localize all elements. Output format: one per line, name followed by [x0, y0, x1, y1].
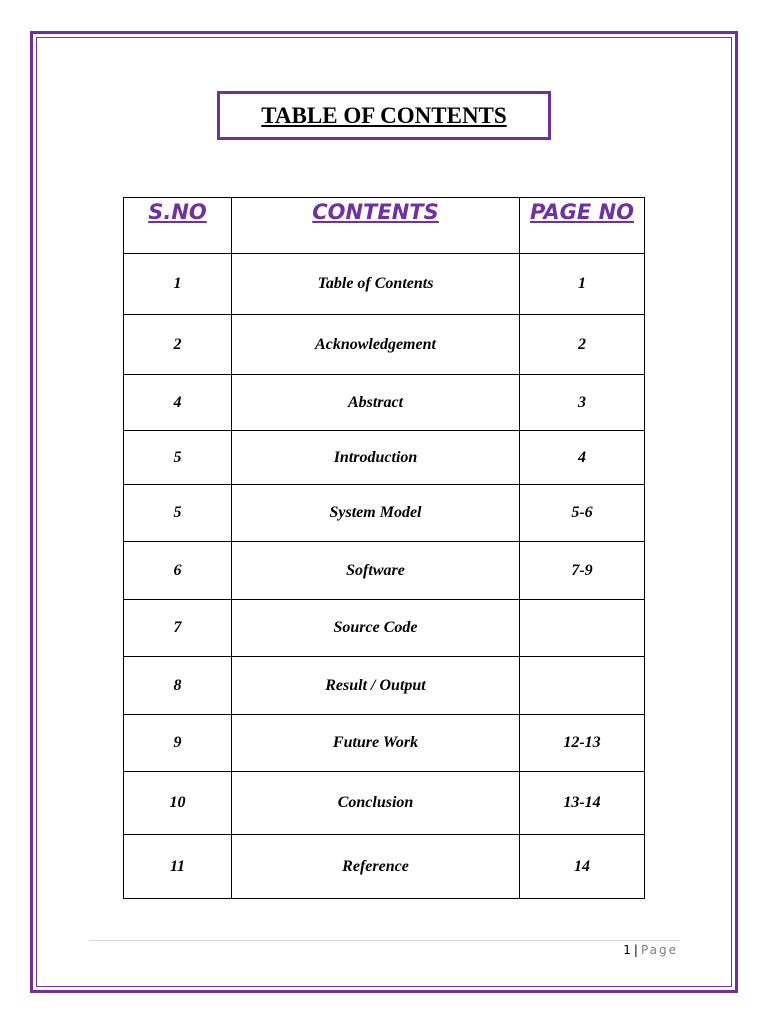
row-content: System Model: [232, 485, 520, 542]
row-page: 4: [520, 431, 645, 485]
table-row: [124, 485, 645, 542]
row-content: Source Code: [232, 600, 520, 657]
row-page: 14: [520, 835, 645, 899]
table-row: [124, 254, 645, 315]
row-sno: 4: [124, 375, 232, 431]
title-box: [217, 91, 551, 140]
row-page: 3: [520, 375, 645, 431]
row-page: 1: [520, 254, 645, 315]
row-sno: 5: [124, 485, 232, 542]
table-row: [124, 542, 645, 600]
row-sno: 6: [124, 542, 232, 600]
row-page: 12-13: [520, 715, 645, 772]
row-sno: 9: [124, 715, 232, 772]
table-row: [124, 715, 645, 772]
row-content: Abstract: [232, 375, 520, 431]
row-content: Future Work: [232, 715, 520, 772]
table-row: [124, 315, 645, 375]
row-page: 13-14: [520, 772, 645, 835]
row-sno: 8: [124, 657, 232, 715]
header-page-no: PAGE NO: [520, 198, 645, 254]
row-page: 5-6: [520, 485, 645, 542]
footer-page-label: Page: [640, 943, 678, 957]
row-content: Conclusion: [232, 772, 520, 835]
row-sno: 1: [124, 254, 232, 315]
table-row: [124, 772, 645, 835]
row-content: Reference: [232, 835, 520, 899]
table-row: [124, 657, 645, 715]
row-content: Table of Contents: [232, 254, 520, 315]
row-sno: 5: [124, 431, 232, 485]
row-content: Software: [232, 542, 520, 600]
row-sno: 2: [124, 315, 232, 375]
row-page: [520, 657, 645, 715]
header-sno: S.NO: [124, 198, 232, 254]
footer-page-number: 1: [623, 943, 631, 957]
table-row: [124, 375, 645, 431]
row-content: Introduction: [232, 431, 520, 485]
row-content: Acknowledgement: [232, 315, 520, 375]
footer-separator: |: [633, 943, 638, 957]
row-page: 2: [520, 315, 645, 375]
row-page: [520, 600, 645, 657]
table-row: [124, 431, 645, 485]
row-page: 7-9: [520, 542, 645, 600]
page-footer: [623, 943, 678, 957]
contents-table: [123, 197, 645, 899]
page-title: TABLE OF CONTENTS: [261, 102, 507, 128]
table-row: [124, 600, 645, 657]
row-sno: 11: [124, 835, 232, 899]
table-row: [124, 835, 645, 899]
row-sno: 7: [124, 600, 232, 657]
footer-divider: [90, 940, 680, 941]
header-contents: CONTENTS: [232, 198, 520, 254]
row-sno: 10: [124, 772, 232, 835]
row-content: Result / Output: [232, 657, 520, 715]
table-header-row: [124, 198, 645, 254]
